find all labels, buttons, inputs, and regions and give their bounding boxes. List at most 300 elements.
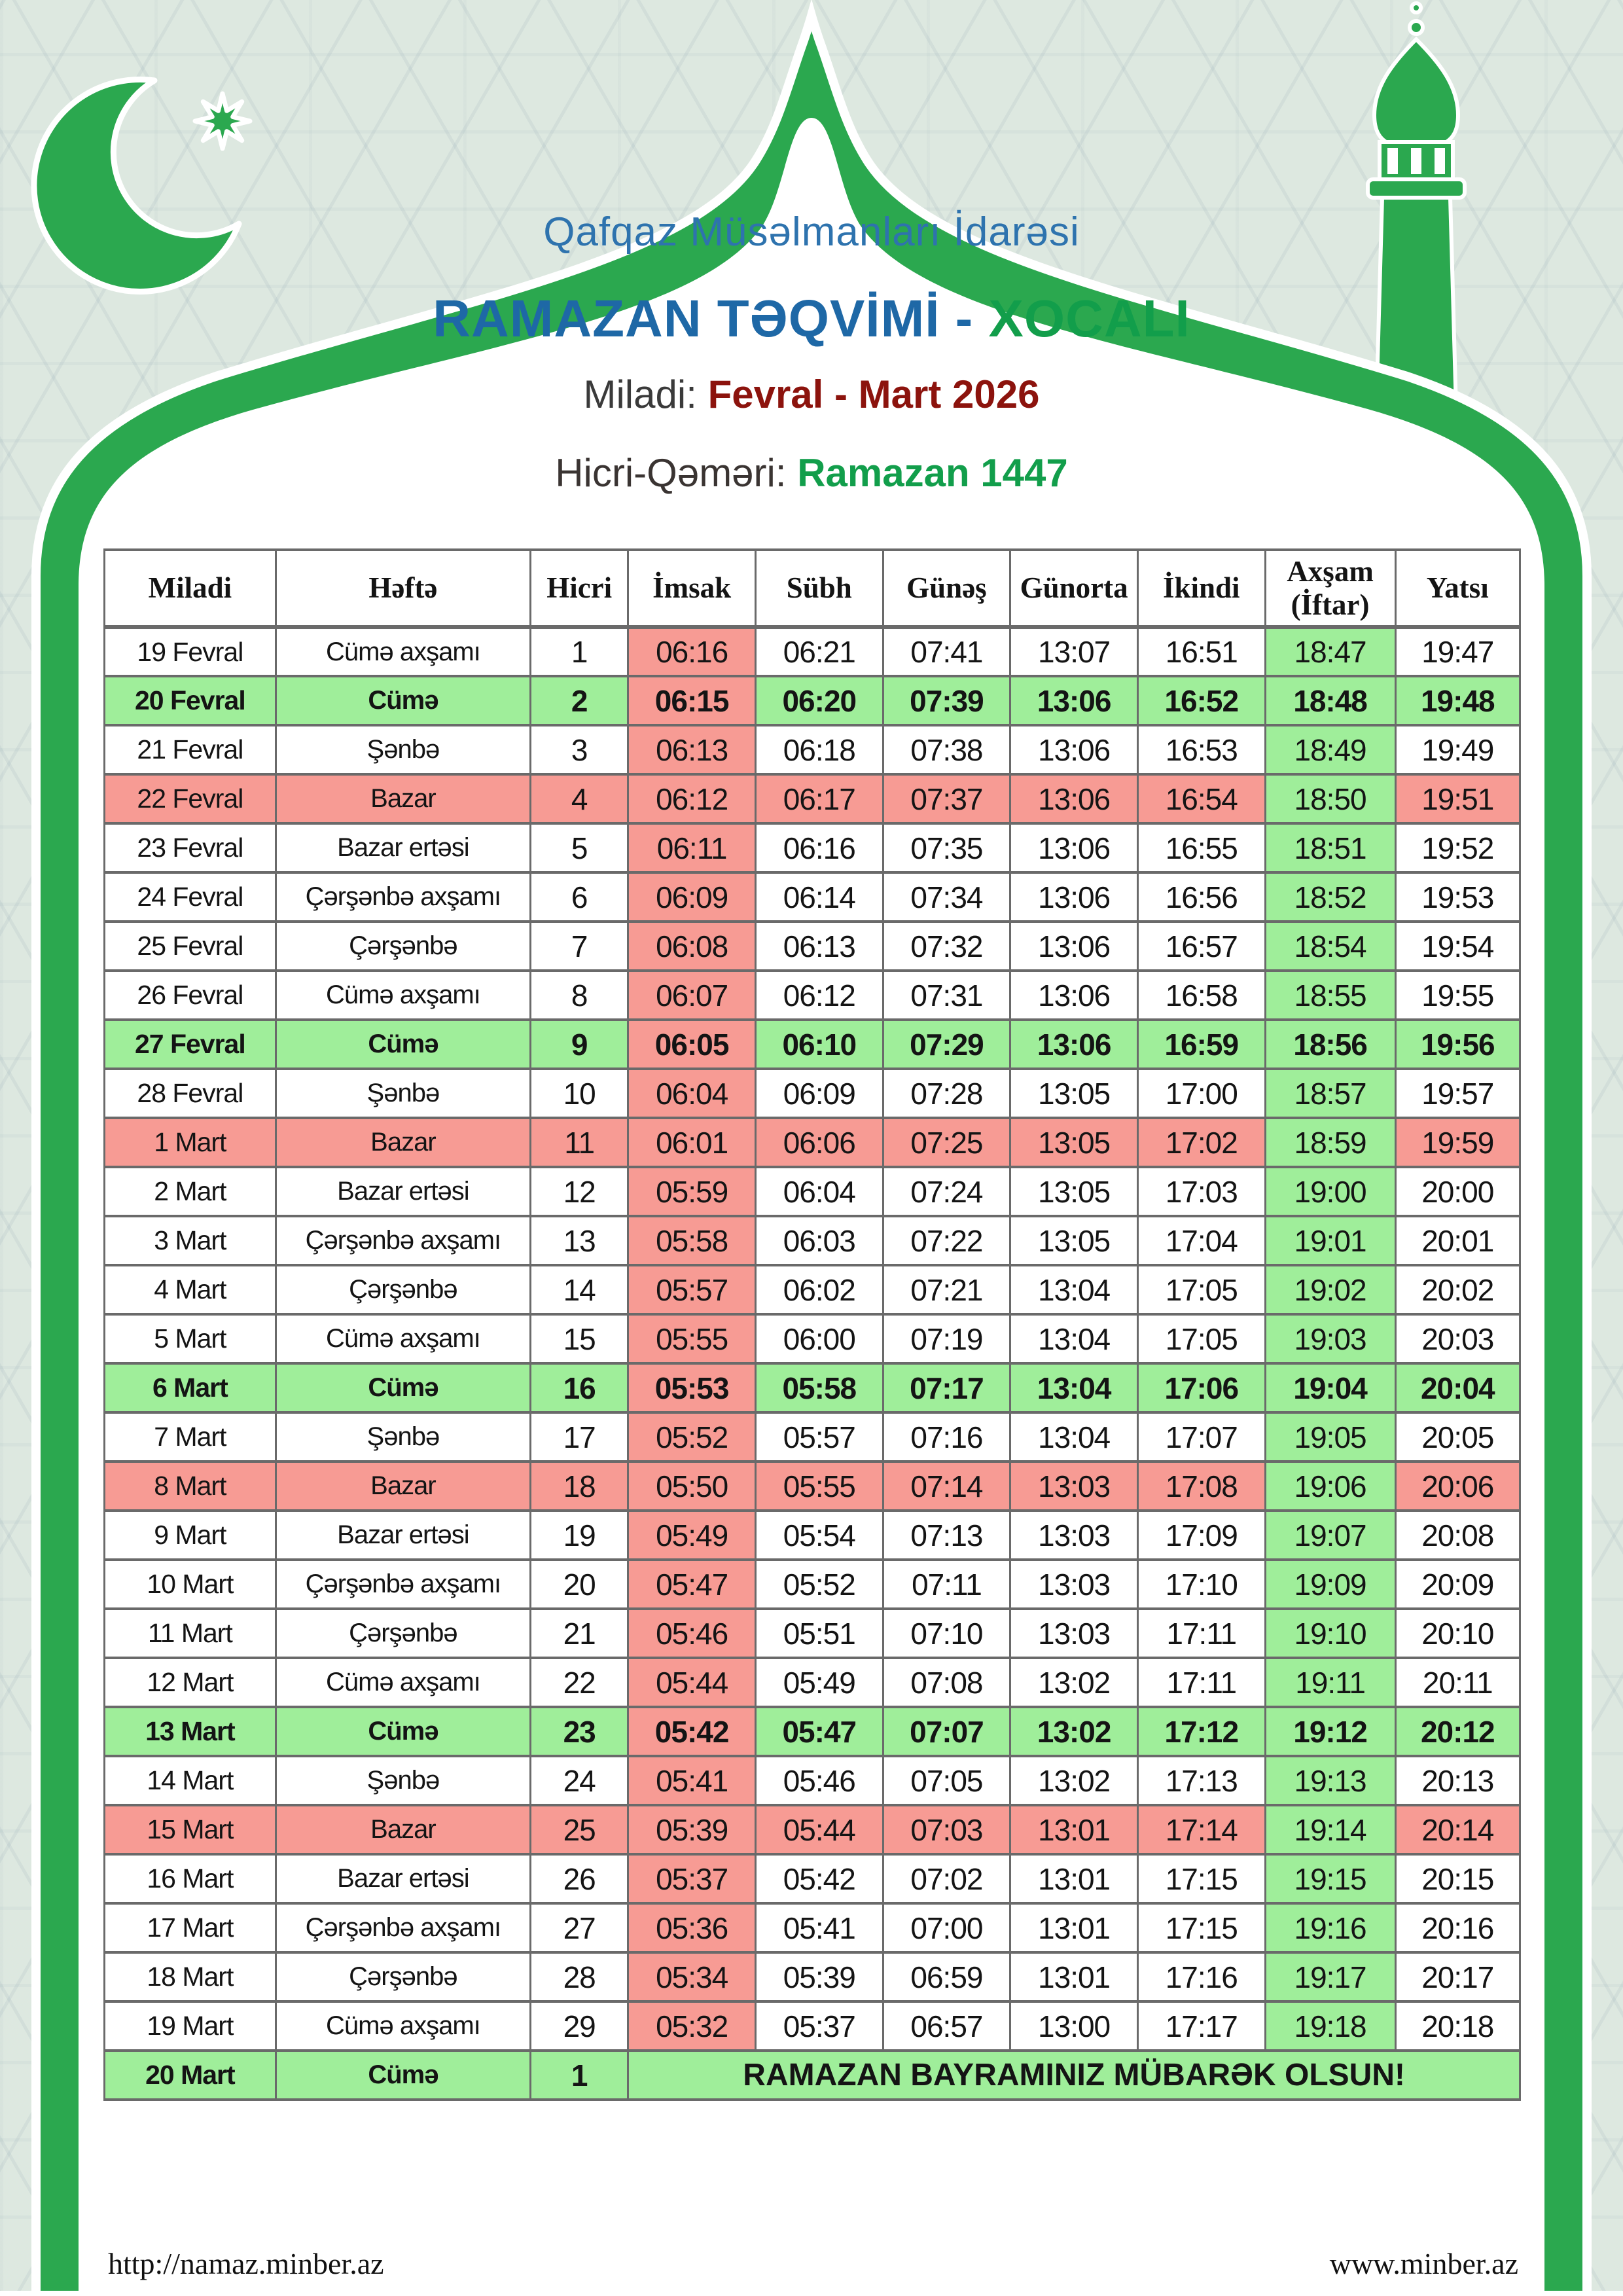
cell: 19 <box>531 1511 628 1560</box>
cell: 07:35 <box>883 823 1010 872</box>
cell: Bazar <box>276 1462 530 1511</box>
cell: 20:06 <box>1395 1462 1520 1511</box>
cell: 16:51 <box>1137 627 1265 676</box>
table-row <box>105 1462 1520 1511</box>
cell: 17:00 <box>1137 1069 1265 1118</box>
cell: 07:11 <box>883 1560 1010 1609</box>
cell: 17:11 <box>1137 1658 1265 1707</box>
cell: 05:59 <box>628 1167 756 1216</box>
cell: Cümə <box>276 1363 530 1412</box>
cell: Cümə <box>276 2051 530 2100</box>
cell: 06:01 <box>628 1118 756 1167</box>
cell: 18:54 <box>1265 922 1395 971</box>
cell: 19:52 <box>1395 823 1520 872</box>
cell: 2 <box>531 676 628 725</box>
cell: 13:06 <box>1010 774 1138 823</box>
cell: 29 <box>531 2001 628 2051</box>
cell: 06:13 <box>755 922 883 971</box>
cell: 05:51 <box>755 1609 883 1658</box>
title-main: RAMAZAN TƏQVİMİ - <box>433 289 974 348</box>
cell: 06:00 <box>755 1314 883 1363</box>
cell: 28 <box>531 1952 628 2001</box>
cell: 6 <box>531 872 628 922</box>
table-row <box>105 774 1520 823</box>
table-row <box>105 2001 1520 2051</box>
cell: 28 Fevral <box>105 1069 276 1118</box>
cell: 2 Mart <box>105 1167 276 1216</box>
prayer-times-table <box>103 548 1521 2101</box>
cell: 8 Mart <box>105 1462 276 1511</box>
cell: 07:00 <box>883 1903 1010 1952</box>
miladi-label: Miladi: <box>583 372 697 416</box>
cell: 17:10 <box>1137 1560 1265 1609</box>
column-header-9: Yatsı <box>1395 550 1520 627</box>
cell: Çərşənbə axşamı <box>276 872 530 922</box>
cell: 12 <box>531 1167 628 1216</box>
cell: 07:31 <box>883 971 1010 1020</box>
cell: 20 Mart <box>105 2051 276 2100</box>
cell: 13:04 <box>1010 1314 1138 1363</box>
cell: 17:05 <box>1137 1265 1265 1314</box>
cell: 19:14 <box>1265 1805 1395 1854</box>
cell: 07:22 <box>883 1216 1010 1265</box>
cell: 07:39 <box>883 676 1010 725</box>
cell: 13:05 <box>1010 1069 1138 1118</box>
table-row <box>105 1854 1520 1903</box>
cell: 06:12 <box>628 774 756 823</box>
cell: 3 Mart <box>105 1216 276 1265</box>
cell: Cümə axşamı <box>276 1658 530 1707</box>
cell: 16:57 <box>1137 922 1265 971</box>
cell: 17:06 <box>1137 1363 1265 1412</box>
cell: 17 <box>531 1412 628 1462</box>
cell: 13:02 <box>1010 1756 1138 1805</box>
cell: 18:55 <box>1265 971 1395 1020</box>
cell: 18:52 <box>1265 872 1395 922</box>
cell: 18:57 <box>1265 1069 1395 1118</box>
cell: 06:59 <box>883 1952 1010 2001</box>
cell: 13 Mart <box>105 1707 276 1756</box>
cell: Çərşənbə <box>276 922 530 971</box>
cell: 05:55 <box>628 1314 756 1363</box>
cell: 13:00 <box>1010 2001 1138 2051</box>
cell: 13:07 <box>1010 627 1138 676</box>
table-row <box>105 1069 1520 1118</box>
cell: 18:59 <box>1265 1118 1395 1167</box>
cell: 05:41 <box>755 1903 883 1952</box>
cell: 20:17 <box>1395 1952 1520 2001</box>
table-row <box>105 1903 1520 1952</box>
cell: 17:15 <box>1137 1854 1265 1903</box>
cell: 07:16 <box>883 1412 1010 1462</box>
cell: 05:36 <box>628 1903 756 1952</box>
cell: 07:17 <box>883 1363 1010 1412</box>
bottom-edge-strip <box>0 2291 1623 2296</box>
cell: 07:08 <box>883 1658 1010 1707</box>
cell: Cümə <box>276 676 530 725</box>
cell: 5 Mart <box>105 1314 276 1363</box>
cell: 13:06 <box>1010 1020 1138 1069</box>
cell: 06:02 <box>755 1265 883 1314</box>
cell: 13:01 <box>1010 1854 1138 1903</box>
footer-right-url: www.minber.az <box>1329 2247 1518 2280</box>
column-header-8: Axşam (İftar) <box>1265 550 1395 627</box>
cell: 13:06 <box>1010 872 1138 922</box>
cell: 06:16 <box>755 823 883 872</box>
cell: 11 Mart <box>105 1609 276 1658</box>
cell: 19:18 <box>1265 2001 1395 2051</box>
cell: 13:05 <box>1010 1118 1138 1167</box>
cell: Çərşənbə axşamı <box>276 1560 530 1609</box>
cell: 19:16 <box>1265 1903 1395 1952</box>
cell: Bazar ertəsi <box>276 1511 530 1560</box>
cell: 23 <box>531 1707 628 1756</box>
cell: Bazar ertəsi <box>276 1167 530 1216</box>
cell: 13:05 <box>1010 1216 1138 1265</box>
table-row <box>105 1167 1520 1216</box>
cell: Bazar <box>276 774 530 823</box>
cell: 13:06 <box>1010 725 1138 774</box>
cell: 07:24 <box>883 1167 1010 1216</box>
title-city: XOCALI <box>988 289 1190 348</box>
cell: 17:16 <box>1137 1952 1265 2001</box>
cell: 20:03 <box>1395 1314 1520 1363</box>
cell: 05:52 <box>755 1560 883 1609</box>
cell: 20:04 <box>1395 1363 1520 1412</box>
cell: 19:11 <box>1265 1658 1395 1707</box>
cell: 16:53 <box>1137 725 1265 774</box>
hicri-label: Hicri-Qəməri: <box>555 451 787 495</box>
cell: 19:07 <box>1265 1511 1395 1560</box>
cell: 06:07 <box>628 971 756 1020</box>
cell: Çərşənbə axşamı <box>276 1903 530 1952</box>
cell: 19:05 <box>1265 1412 1395 1462</box>
cell: 19:12 <box>1265 1707 1395 1756</box>
cell: 16:55 <box>1137 823 1265 872</box>
cell: 06:09 <box>628 872 756 922</box>
cell: 05:44 <box>628 1658 756 1707</box>
cell: 19:01 <box>1265 1216 1395 1265</box>
cell: 27 Fevral <box>105 1020 276 1069</box>
cell: 27 <box>531 1903 628 1952</box>
cell: 07:03 <box>883 1805 1010 1854</box>
cell: Çərşənbə <box>276 1609 530 1658</box>
cell: Şənbə <box>276 1412 530 1462</box>
cell: 18:56 <box>1265 1020 1395 1069</box>
cell: 20:14 <box>1395 1805 1520 1854</box>
table-row <box>105 1265 1520 1314</box>
cell: 07:37 <box>883 774 1010 823</box>
footer-left-url: http://namaz.minber.az <box>108 2247 384 2280</box>
cell: 06:05 <box>628 1020 756 1069</box>
cell: 07:29 <box>883 1020 1010 1069</box>
cell: 13:05 <box>1010 1167 1138 1216</box>
cell: 1 Mart <box>105 1118 276 1167</box>
miladi-value: Fevral - Mart 2026 <box>707 372 1040 416</box>
cell: 26 Fevral <box>105 971 276 1020</box>
cell: 19:55 <box>1395 971 1520 1020</box>
cell: 21 Fevral <box>105 725 276 774</box>
cell: 05:57 <box>628 1265 756 1314</box>
cell: Cümə axşamı <box>276 971 530 1020</box>
cell: 26 <box>531 1854 628 1903</box>
cell: 07:41 <box>883 627 1010 676</box>
cell: 05:49 <box>755 1658 883 1707</box>
gregorian-period <box>0 372 1623 418</box>
cell: 13:03 <box>1010 1609 1138 1658</box>
cell: 19:00 <box>1265 1167 1395 1216</box>
cell: 17:05 <box>1137 1314 1265 1363</box>
cell: Bazar ertəsi <box>276 823 530 872</box>
cell: 07:19 <box>883 1314 1010 1363</box>
cell: 16:58 <box>1137 971 1265 1020</box>
cell: 07:13 <box>883 1511 1010 1560</box>
cell: 17:04 <box>1137 1216 1265 1265</box>
cell: 05:57 <box>755 1412 883 1462</box>
cell: 20:09 <box>1395 1560 1520 1609</box>
cell: 06:12 <box>755 971 883 1020</box>
cell: 18:48 <box>1265 676 1395 725</box>
table-row <box>105 1658 1520 1707</box>
cell: 05:46 <box>628 1609 756 1658</box>
cell: Çərşənbə <box>276 1265 530 1314</box>
cell: 05:37 <box>628 1854 756 1903</box>
cell: 19:47 <box>1395 627 1520 676</box>
cell: 17:08 <box>1137 1462 1265 1511</box>
cell: 05:47 <box>755 1707 883 1756</box>
cell: 06:04 <box>628 1069 756 1118</box>
cell: 18:51 <box>1265 823 1395 872</box>
cell: 07:05 <box>883 1756 1010 1805</box>
cell: 17:09 <box>1137 1511 1265 1560</box>
cell: 05:58 <box>628 1216 756 1265</box>
cell: 06:15 <box>628 676 756 725</box>
cell: 06:11 <box>628 823 756 872</box>
cell: 20:16 <box>1395 1903 1520 1952</box>
column-header-7: İkindi <box>1137 550 1265 627</box>
cell: 06:20 <box>755 676 883 725</box>
footer <box>108 2246 1518 2281</box>
cell: Bazar ertəsi <box>276 1854 530 1903</box>
cell: 05:54 <box>755 1511 883 1560</box>
cell: 17:11 <box>1137 1609 1265 1658</box>
cell: 16:59 <box>1137 1020 1265 1069</box>
cell: 18:50 <box>1265 774 1395 823</box>
cell: 7 Mart <box>105 1412 276 1462</box>
cell: 6 Mart <box>105 1363 276 1412</box>
table-row <box>105 1314 1520 1363</box>
cell: 18:47 <box>1265 627 1395 676</box>
cell: 06:08 <box>628 922 756 971</box>
cell: Cümə axşamı <box>276 1314 530 1363</box>
cell: 17 Mart <box>105 1903 276 1952</box>
cell: Çərşənbə <box>276 1952 530 2001</box>
cell: 05:34 <box>628 1952 756 2001</box>
table-row <box>105 1805 1520 1854</box>
cell: 05:46 <box>755 1756 883 1805</box>
cell: 10 <box>531 1069 628 1118</box>
cell: 25 Fevral <box>105 922 276 971</box>
cell: 9 Mart <box>105 1511 276 1560</box>
cell: 20 <box>531 1560 628 1609</box>
cell: 19:13 <box>1265 1756 1395 1805</box>
cell: 19:04 <box>1265 1363 1395 1412</box>
cell: 17:13 <box>1137 1756 1265 1805</box>
cell: 20:18 <box>1395 2001 1520 2051</box>
cell: 07:10 <box>883 1609 1010 1658</box>
table-row <box>105 922 1520 971</box>
organization-name: Qafqaz Müsəlmanları İdarəsi <box>543 209 1080 255</box>
cell: Şənbə <box>276 725 530 774</box>
cell: 07:07 <box>883 1707 1010 1756</box>
cell: 20:15 <box>1395 1854 1520 1903</box>
cell: 05:32 <box>628 2001 756 2051</box>
table-row <box>105 971 1520 1020</box>
cell: 06:06 <box>755 1118 883 1167</box>
cell: 19 Mart <box>105 2001 276 2051</box>
table-row <box>105 1560 1520 1609</box>
cell: 19:54 <box>1395 922 1520 971</box>
cell: 16 Mart <box>105 1854 276 1903</box>
cell: 17:12 <box>1137 1707 1265 1756</box>
cell: 19:59 <box>1395 1118 1520 1167</box>
cell: 20:13 <box>1395 1756 1520 1805</box>
bayram-message-cell: RAMAZAN BAYRAMINIZ MÜBARƏK OLSUN! <box>628 2051 1520 2100</box>
cell: 22 <box>531 1658 628 1707</box>
cell: 18 <box>531 1462 628 1511</box>
table-row <box>105 1707 1520 1756</box>
hijri-period <box>0 450 1623 496</box>
cell: 19:49 <box>1395 725 1520 774</box>
column-header-3: İmsak <box>628 550 756 627</box>
cell: 16:52 <box>1137 676 1265 725</box>
table-row <box>105 1952 1520 2001</box>
cell: 1 <box>531 2051 628 2100</box>
hicri-value: Ramazan 1447 <box>797 451 1068 495</box>
cell: 13:04 <box>1010 1265 1138 1314</box>
cell: Cümə axşamı <box>276 627 530 676</box>
cell: 13:06 <box>1010 676 1138 725</box>
cell: 17:15 <box>1137 1903 1265 1952</box>
cell: 19:09 <box>1265 1560 1395 1609</box>
cell: 20:01 <box>1395 1216 1520 1265</box>
cell: 17:17 <box>1137 2001 1265 2051</box>
cell: 20:10 <box>1395 1609 1520 1658</box>
column-header-2: Hicri <box>531 550 628 627</box>
cell: 19:48 <box>1395 676 1520 725</box>
cell: 21 <box>531 1609 628 1658</box>
cell: 05:53 <box>628 1363 756 1412</box>
cell: 06:03 <box>755 1216 883 1265</box>
cell: 12 Mart <box>105 1658 276 1707</box>
cell: 24 Fevral <box>105 872 276 922</box>
cell: 18:49 <box>1265 725 1395 774</box>
cell: 20:12 <box>1395 1707 1520 1756</box>
cell: 06:18 <box>755 725 883 774</box>
cell: 13:04 <box>1010 1363 1138 1412</box>
cell: 11 <box>531 1118 628 1167</box>
header-titles <box>0 209 1623 496</box>
cell: 05:37 <box>755 2001 883 2051</box>
cell: 06:13 <box>628 725 756 774</box>
cell: 05:55 <box>755 1462 883 1511</box>
cell: 19:53 <box>1395 872 1520 922</box>
table-row <box>105 676 1520 725</box>
cell: 19:15 <box>1265 1854 1395 1903</box>
cell: 17:07 <box>1137 1412 1265 1462</box>
cell: 05:50 <box>628 1462 756 1511</box>
cell: 4 <box>531 774 628 823</box>
header-row <box>105 550 1520 627</box>
cell: 10 Mart <box>105 1560 276 1609</box>
cell: 20:02 <box>1395 1265 1520 1314</box>
cell: 06:09 <box>755 1069 883 1118</box>
cell: 17:03 <box>1137 1167 1265 1216</box>
cell: Çərşənbə axşamı <box>276 1216 530 1265</box>
cell: 05:47 <box>628 1560 756 1609</box>
cell: 19:17 <box>1265 1952 1395 2001</box>
cell: 20 Fevral <box>105 676 276 725</box>
cell: 19 Fevral <box>105 627 276 676</box>
cell: 18 Mart <box>105 1952 276 2001</box>
cell: 19:03 <box>1265 1314 1395 1363</box>
calendar-body <box>105 627 1520 2100</box>
table-row <box>105 1756 1520 1805</box>
cell: 20:11 <box>1395 1658 1520 1707</box>
table-row <box>105 627 1520 676</box>
cell: 16:56 <box>1137 872 1265 922</box>
cell: 3 <box>531 725 628 774</box>
cell: 16 <box>531 1363 628 1412</box>
cell: 5 <box>531 823 628 872</box>
cell: 13:03 <box>1010 1462 1138 1511</box>
cell: 20:00 <box>1395 1167 1520 1216</box>
cell: 06:10 <box>755 1020 883 1069</box>
cell: 19:51 <box>1395 774 1520 823</box>
cell: 13 <box>531 1216 628 1265</box>
table-row <box>105 725 1520 774</box>
table-row <box>105 1609 1520 1658</box>
cell: 13:06 <box>1010 971 1138 1020</box>
column-header-6: Günorta <box>1010 550 1138 627</box>
cell: 23 Fevral <box>105 823 276 872</box>
cell: 06:04 <box>755 1167 883 1216</box>
table-row <box>105 2051 1520 2100</box>
cell: 05:44 <box>755 1805 883 1854</box>
cell: 19:10 <box>1265 1609 1395 1658</box>
cell: 17:14 <box>1137 1805 1265 1854</box>
cell: 05:39 <box>628 1805 756 1854</box>
column-header-0: Miladi <box>105 550 276 627</box>
cell: Cümə axşamı <box>276 2001 530 2051</box>
cell: 13:04 <box>1010 1412 1138 1462</box>
cell: 24 <box>531 1756 628 1805</box>
cell: Bazar <box>276 1805 530 1854</box>
cell: Bazar <box>276 1118 530 1167</box>
cell: 05:58 <box>755 1363 883 1412</box>
cell: 06:16 <box>628 627 756 676</box>
cell: 14 Mart <box>105 1756 276 1805</box>
cell: 7 <box>531 922 628 971</box>
cell: 05:42 <box>628 1707 756 1756</box>
cell: 07:28 <box>883 1069 1010 1118</box>
cell: 17:02 <box>1137 1118 1265 1167</box>
cell: 13:06 <box>1010 922 1138 971</box>
cell: Cümə <box>276 1707 530 1756</box>
cell: 25 <box>531 1805 628 1854</box>
cell: 13:02 <box>1010 1707 1138 1756</box>
cell: 05:42 <box>755 1854 883 1903</box>
